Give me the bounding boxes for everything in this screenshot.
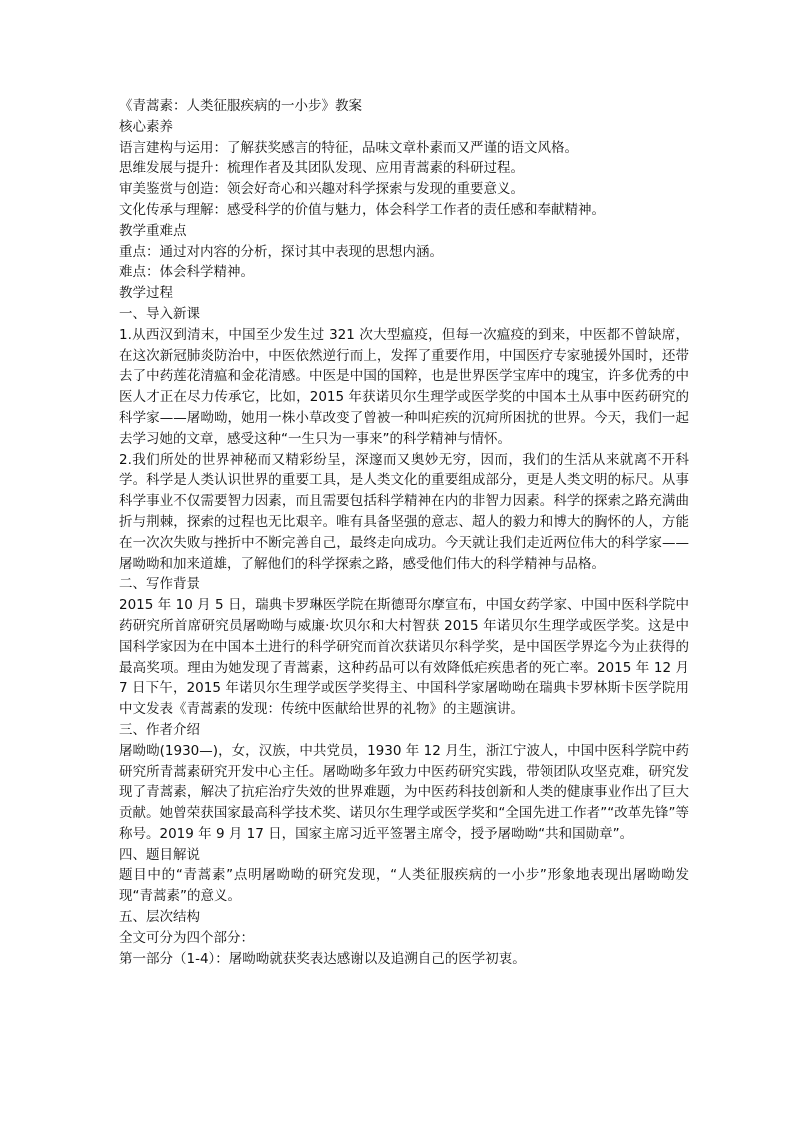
literacy-item-thinking: 思维发展与提升：梳理作者及其团队发现、应用青蒿素的科研过程。 <box>119 160 524 177</box>
intro-paragraph-2: 2.我们所处的世界神秘而又精彩纷呈，深邃而又奥妙无穷，因而，我们的生活从来就离不开科学。科学是人类认识世界的重要工具，是人类文化的重要组成部分，更是人类文明的标尺。从事科学事业不仅需要智力因素，而且需要包括科学精神在内的非智力因素。科学的探索之路充满曲折与荆棘，探索的过程也无比艰辛。唯有具备坚强的意志、超人的毅力和博大的胸怀的人，方能在一次次失败与挫折中不断完善自己，最终走向成功。今天就让我们走近两位伟大的科学家——屠呦呦和加来道雄，了解他们的科学探索之路，感受他们伟大的科学精神与品格。 <box>119 451 689 572</box>
literacy-item-culture: 文化传承与理解：感受科学的价值与魅力，体会科学工作者的责任感和奉献精神。 <box>119 201 605 218</box>
subheading-title-explanation: 四、题目解说 <box>119 846 200 863</box>
literacy-item-aesthetics: 审美鉴赏与创造：领会好奇心和兴趣对科学探索与发现的重要意义。 <box>119 181 524 198</box>
section-heading-key-points: 教学重难点 <box>119 222 187 239</box>
subheading-introduction: 一、导入新课 <box>119 305 200 322</box>
title-explanation-paragraph: 题目中的“青蒿素”点明屠呦呦的研究发现，“人类征服疾病的一小步”形象地表现出屠呦呦发现“青蒿素”的意义。 <box>119 867 689 905</box>
section-heading-core-literacy: 核心素养 <box>119 118 173 135</box>
subheading-background: 二、写作背景 <box>119 576 200 593</box>
author-paragraph: 屠呦呦(1930—)，女，汉族，中共党员，1930 年 12 月生，浙江宁波人，中国中医科学院中药研究所青蒿素研究开发中心主任。屠呦呦多年致力中医药研究实践，带领团队攻坚克难，研究发现了青蒿素，解决了抗疟治疗失效的世界难题，为中医药科技创新和人类的健康事业作出了巨大贡献。她曾荣获国家最高科学技术奖、诺贝尔生理学或医学奖和“全国先进工作者”“改革先锋”等称号。2019 年 9 月 17 日，国家主席习近平签署主席令，授予屠呦呦“共和国勋章”。 <box>119 742 689 842</box>
document-title: 《青蒿素：人类征服疾病的一小步》教案 <box>119 98 362 114</box>
subheading-structure: 五、层次结构 <box>119 909 200 926</box>
difficult-point: 难点：体会科学精神。 <box>119 264 254 281</box>
structure-intro: 全文可分为四个部分： <box>119 929 254 946</box>
literacy-item-language: 语言建构与运用：了解获奖感言的特征，品味文章朴素而又严谨的语文风格。 <box>119 139 578 156</box>
document-body <box>119 96 689 969</box>
subheading-author: 三、作者介绍 <box>119 721 200 738</box>
section-heading-process: 教学过程 <box>119 285 173 302</box>
key-point: 重点：通过对内容的分析，探讨其中表现的思想内涵。 <box>119 243 443 260</box>
structure-part-1: 第一部分（1-4）：屠呦呦就获奖表达感谢以及追溯自己的医学初衷。 <box>119 950 526 967</box>
background-paragraph: 2015 年 10 月 5 日，瑞典卡罗琳医学院在斯德哥尔摩宣布，中国女药学家、中国中医科学院中药研究所首席研究员屠呦呦与威廉·坎贝尔和大村智获 2015 年诺贝尔生理学或医学奖。这是中国科学家因为在中国本土进行的科学研究而首次获诺贝尔科学奖，是中国医学界迄今为止获得的最高奖项。理由为她发现了青蒿素，这种药品可以有效降低疟疾患者的死亡率。2015 年 12 月 7 日下午，2015 年诺贝尔生理学或医学奖得主、中国科学家屠呦呦在瑞典卡罗林斯卡医学院用中文发表《青蒿素的发现：传统中医献给世界的礼物》的主题演讲。 <box>119 597 689 718</box>
intro-paragraph-1: 1.从西汉到清末，中国至少发生过 321 次大型瘟疫，但每一次瘟疫的到来，中医都不曾缺席，在这次新冠肺炎防治中，中医依然逆行而上，发挥了重要作用，中国医疗专家驰援外国时，还带去了中药莲花清瘟和金花清感。中医是中国的国粹，也是世界医学宝库中的瑰宝，许多优秀的中医人才正在尽力传承它，比如，2015 年获诺贝尔生理学或医学奖的中国本土从事中医药研究的科学家——屠呦呦，她用一株小草改变了曾被一种叫疟疾的沉疴所困扰的世界。今天，我们一起去学习她的文章，感受这种“一生只为一事来”的科学精神与情怀。 <box>119 326 689 447</box>
